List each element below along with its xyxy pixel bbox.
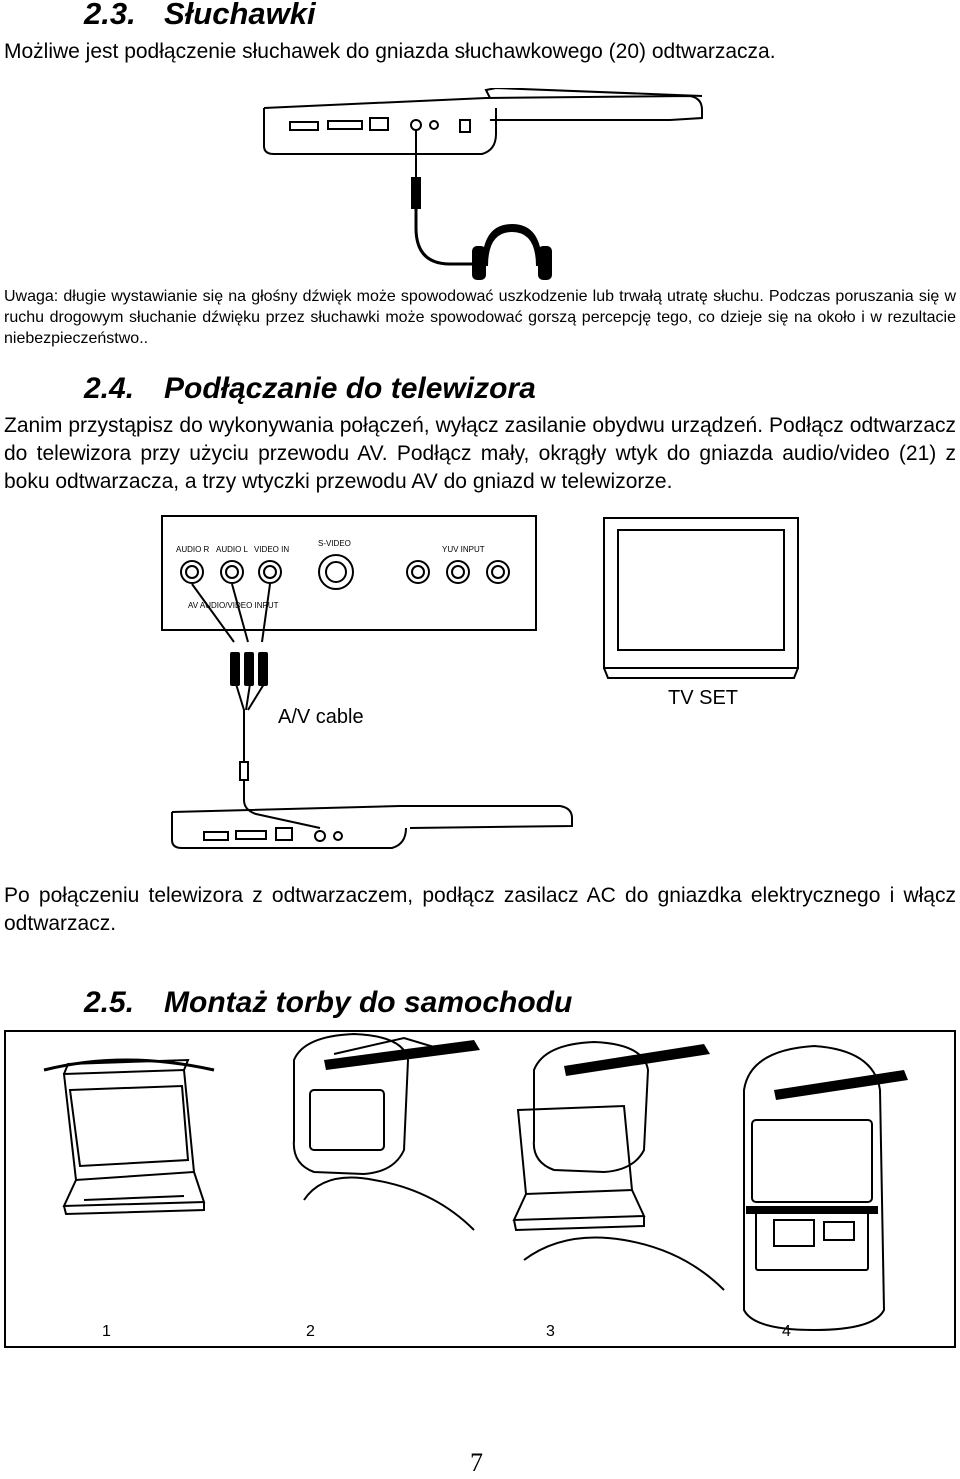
step-4-number: 4 bbox=[782, 1323, 791, 1340]
section-2-4-heading bbox=[84, 372, 536, 406]
section-number: 2.5. bbox=[84, 986, 135, 1019]
hearing-warning: Uwaga: długie wystawianie się na głośny dźwięk może spowodować uszkodzenie lub trwałą utratę słuchu. Podczas poruszania się w ruchu drogowym słuchanie dźwięku przez słuchawki może spowodować gorszą percepcję tego, co dzieje się na około i w rezultacie niebezpieczeństwo.. bbox=[4, 288, 956, 347]
av-connection-diagram bbox=[160, 514, 800, 854]
section-number: 2.3. bbox=[84, 0, 136, 31]
section-title: Słuchawki bbox=[164, 0, 316, 31]
label-tv-set: TV SET bbox=[668, 687, 739, 709]
label-yuv-input: YUV INPUT bbox=[442, 545, 485, 554]
label-audio-l: AUDIO L bbox=[216, 545, 249, 554]
headphones-diagram bbox=[250, 88, 710, 283]
tv-connection-instructions: Zanim przystąpisz do wykonywania połączeń, wyłącz zasilanie obydwu urządzeń. Podłącz odtwarzacz do telewizora przy użyciu przewodu AV. Podłącz mały, okrągły wtyk do gniazda audio/video (21) z boku odtwarzacza, a trzy wtyczki przewodu AV do gniazd w telewizorze. bbox=[4, 414, 956, 493]
label-video-in: VIDEO IN bbox=[254, 545, 290, 554]
section-title: Podłączanie do telewizora bbox=[164, 372, 536, 405]
label-s-video: S-VIDEO bbox=[318, 539, 351, 548]
section-2-3-heading bbox=[84, 0, 316, 32]
label-audio-r: AUDIO R bbox=[176, 545, 210, 554]
power-instructions: Po połączeniu telewizora z odtwarzaczem, podłącz zasilacz AC do gniazdka elektrycznego i włącz odtwarzacz. bbox=[4, 884, 956, 935]
section-2-5-heading bbox=[84, 986, 572, 1020]
label-av-cable: A/V cable bbox=[278, 706, 364, 728]
page-number: 7 bbox=[470, 1448, 483, 1477]
car-bag-mounting-figure bbox=[4, 1030, 956, 1348]
section-title: Montaż torby do samochodu bbox=[164, 986, 573, 1019]
step-1-number: 1 bbox=[102, 1323, 111, 1340]
headphones-intro: Możliwe jest podłączenie słuchawek do gniazda słuchawkowego (20) odtwarzacza. bbox=[4, 40, 776, 63]
step-3-number: 3 bbox=[546, 1323, 555, 1340]
section-number: 2.4. bbox=[84, 372, 135, 405]
label-av-input: AV AUDIO/VIDEO INPUT bbox=[188, 601, 279, 610]
step-2-number: 2 bbox=[306, 1323, 315, 1340]
